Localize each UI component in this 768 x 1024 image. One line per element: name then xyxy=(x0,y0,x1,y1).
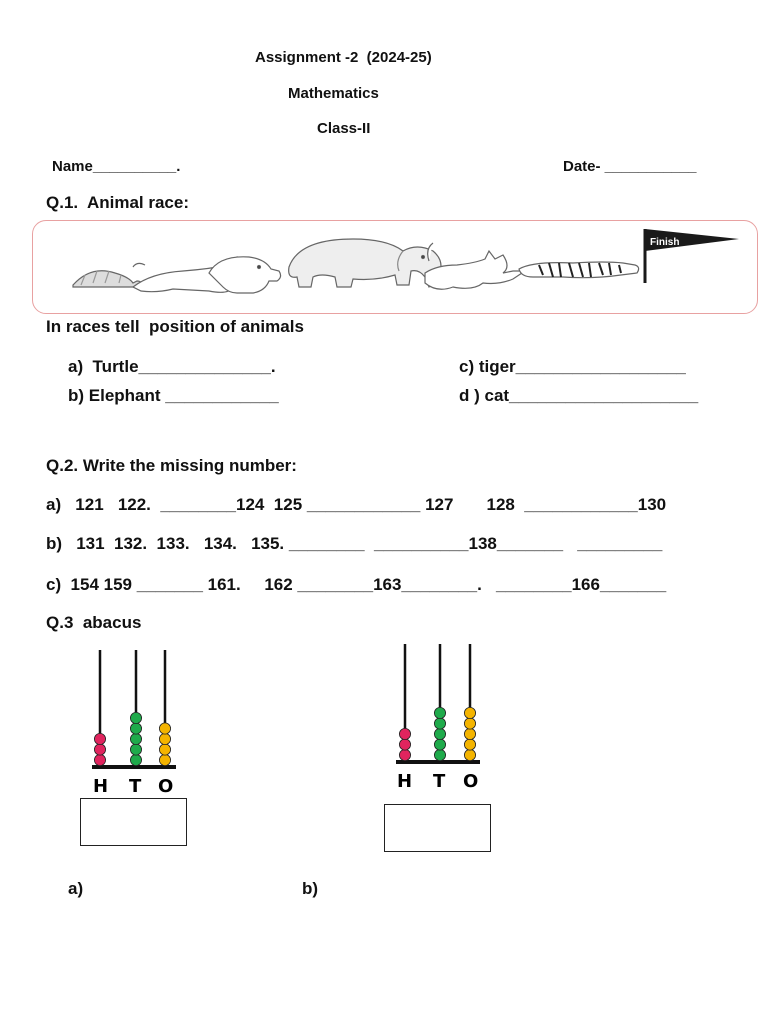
elephant-figure xyxy=(289,239,441,287)
hundreds-bead xyxy=(399,739,410,750)
ones-bead xyxy=(464,749,475,760)
place-label-tens: T xyxy=(129,776,142,796)
q2-title: Q.2. Write the missing number: xyxy=(46,456,297,475)
tens-bead xyxy=(130,733,141,744)
q2-row-b: b) 131 132. 133. 134. 135. ________ __________138_______ _________ xyxy=(46,534,663,553)
q1-item-c: c) tiger__________________ xyxy=(459,357,686,376)
tens-bead xyxy=(434,749,445,760)
abacus-a xyxy=(88,646,180,796)
tens-bead xyxy=(130,754,141,765)
abacus-b xyxy=(394,642,486,792)
hundreds-bead xyxy=(399,728,410,739)
abacus-b-label: b) xyxy=(302,879,319,898)
ones-bead xyxy=(159,723,170,734)
ones-bead xyxy=(159,744,170,755)
q3-title: Q.3 abacus xyxy=(46,613,142,632)
ones-bead xyxy=(464,707,475,718)
tens-bead xyxy=(434,728,445,739)
tens-bead xyxy=(434,707,445,718)
subject-title: Mathematics xyxy=(288,85,379,102)
race-drawing xyxy=(33,221,757,313)
tens-bead xyxy=(130,712,141,723)
tens-bead xyxy=(130,723,141,734)
q2-row-a: a) 121 122. ________124 125 ____________ 127 128 ____________130 xyxy=(46,495,667,514)
ones-bead xyxy=(464,718,475,729)
hundreds-bead xyxy=(399,749,410,760)
q1-item-d: d ) cat____________________ xyxy=(459,386,699,405)
ones-bead xyxy=(159,754,170,765)
place-label-hundreds: H xyxy=(93,776,109,796)
q1-title: Q.1. Animal race: xyxy=(46,193,189,212)
q1-item-b: b) Elephant ____________ xyxy=(68,386,279,405)
answer-box-b[interactable] xyxy=(384,804,491,852)
assignment-title: Assignment -2 (2024-25) xyxy=(255,49,432,66)
q1-item-a: a) Turtle______________. xyxy=(68,357,276,376)
hundreds-bead xyxy=(94,754,105,765)
tens-bead xyxy=(434,739,445,750)
q2-row-c: c) 154 159 _______ 161. 162 ________163________. ________166_______ xyxy=(46,575,667,594)
answer-box-a[interactable] xyxy=(80,798,187,846)
name-field-label: Name__________. xyxy=(52,158,181,175)
place-label-ones: O xyxy=(463,771,479,792)
ones-bead xyxy=(159,733,170,744)
bead-group xyxy=(94,712,170,765)
hundreds-bead xyxy=(94,744,105,755)
ones-bead xyxy=(464,728,475,739)
date-field-label: Date- ___________ xyxy=(563,158,697,175)
turtle-figure xyxy=(73,271,142,287)
animal-race-illustration xyxy=(32,220,758,314)
q1-instruction: In races tell position of animals xyxy=(46,317,304,336)
place-label-tens: T xyxy=(433,771,446,792)
finish-flag-text: Finish xyxy=(650,237,680,248)
class-title: Class-II xyxy=(317,120,371,137)
ones-bead xyxy=(464,739,475,750)
tens-bead xyxy=(434,718,445,729)
abacus-a-label: a) xyxy=(68,879,84,898)
tens-bead xyxy=(130,744,141,755)
hundreds-bead xyxy=(94,733,105,744)
place-label-ones: O xyxy=(158,776,174,796)
place-label-hundreds: H xyxy=(397,771,413,792)
tiger-figure xyxy=(519,262,639,278)
bead-group xyxy=(399,707,475,760)
